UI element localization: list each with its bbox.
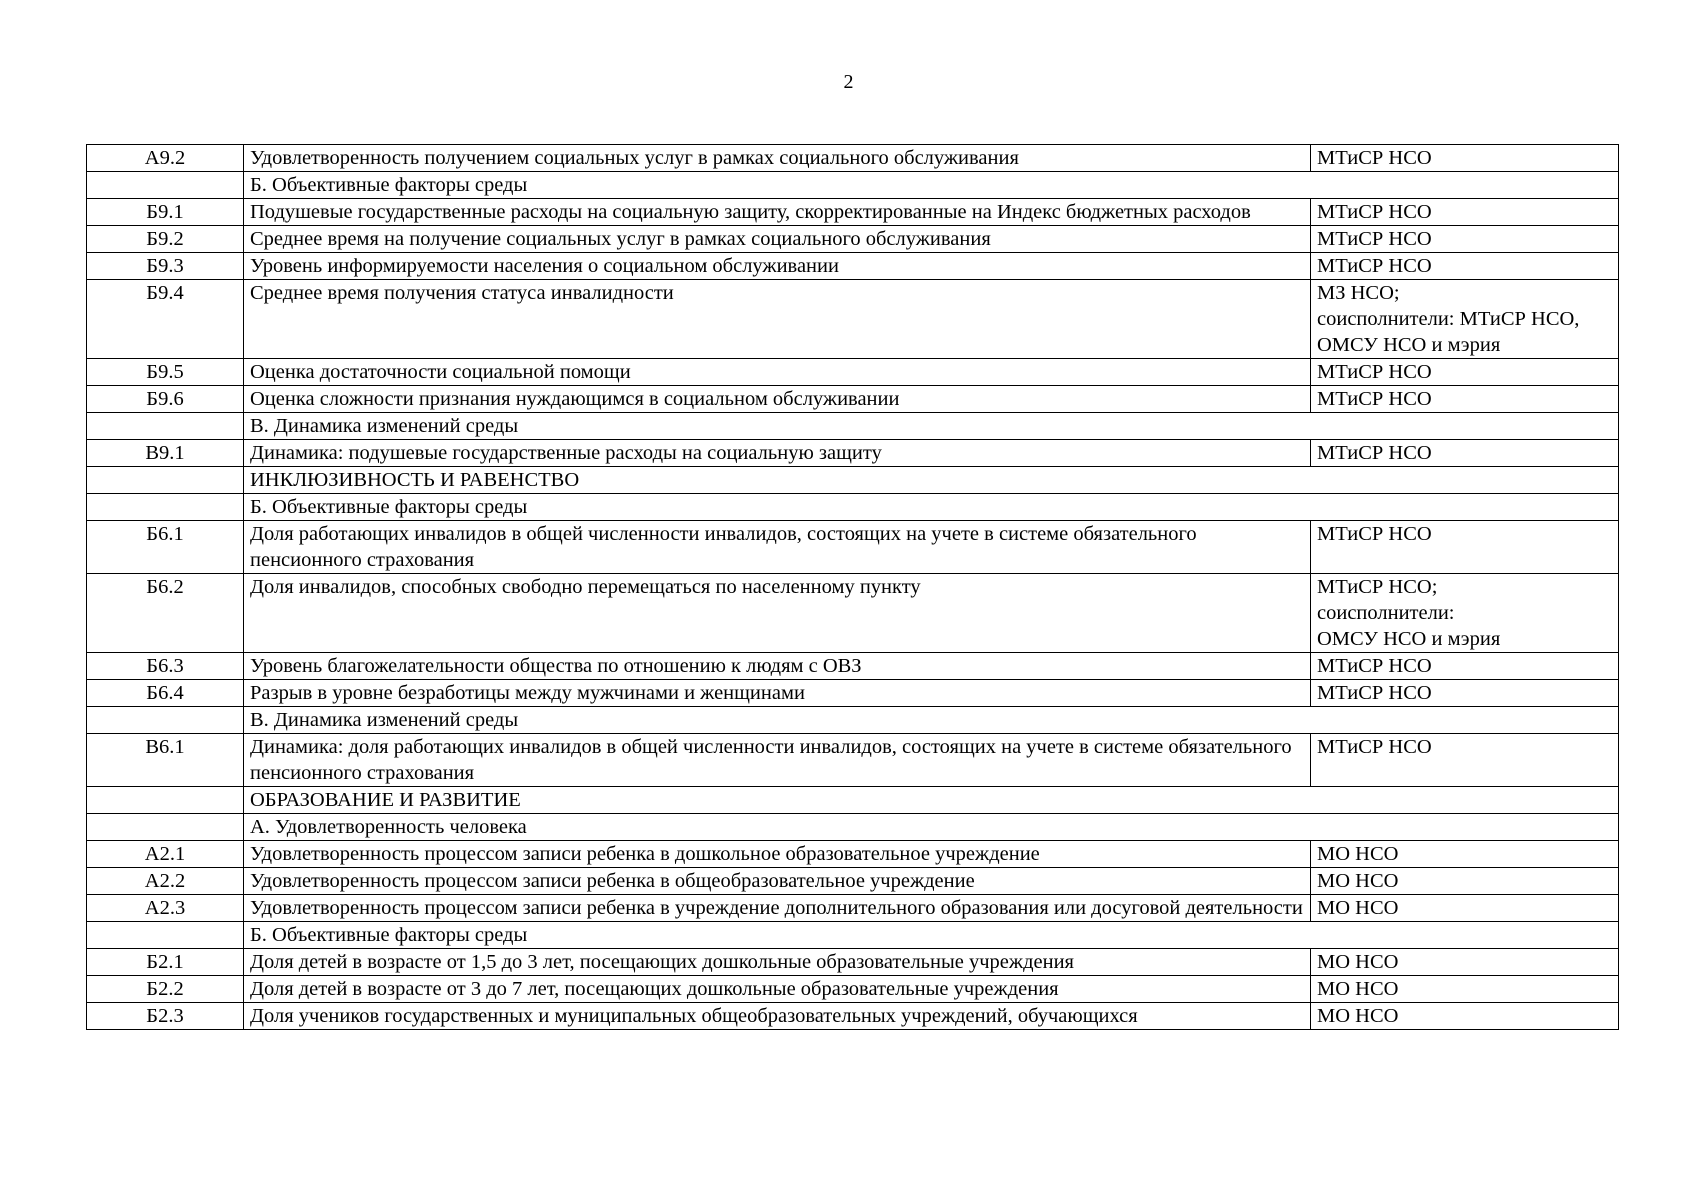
indicator-name: Доля детей в возрасте от 1,5 до 3 лет, посещающих дошкольные образовательные учреждения [244,949,1311,976]
indicator-name: Динамика: доля работающих инвалидов в общей численности инвалидов, состоящих на учете в системе обязательного пенсионного страхования [244,734,1311,787]
table-row [87,440,1619,467]
indicator-name: Доля инвалидов, способных свободно перемещаться по населенному пункту [244,574,1311,653]
table-row [87,280,1619,359]
section-heading: В. Динамика изменений среды [244,707,1619,734]
section-heading: Б. Объективные факторы среды [244,922,1619,949]
section-row [87,922,1619,949]
table-row [87,1003,1619,1030]
indicator-code: Б2.3 [87,1003,244,1030]
responsible-line: МО НСО [1317,1005,1399,1027]
indicator-code [87,467,244,494]
responsible-line: МТиСР НСО [1317,682,1432,704]
table-row [87,680,1619,707]
indicator-code: Б6.4 [87,680,244,707]
table-row [87,253,1619,280]
indicator-name: Доля учеников государственных и муниципальных общеобразовательных учреждений, обучающихся [244,1003,1311,1030]
responsible-line: МО НСО [1317,843,1399,865]
indicator-code: А2.3 [87,895,244,922]
responsible-agency [1311,226,1619,253]
indicator-code: В6.1 [87,734,244,787]
section-heading: ИНКЛЮЗИВНОСТЬ И РАВЕНСТВО [244,467,1619,494]
responsible-line: МТиСР НСО [1317,228,1432,250]
responsible-line: МО НСО [1317,951,1399,973]
indicator-code: Б2.1 [87,949,244,976]
indicator-code: Б9.2 [87,226,244,253]
page-number: 2 [843,71,854,93]
responsible-line: МТиСР НСО [1317,655,1432,677]
indicator-code: Б9.6 [87,386,244,413]
table-row [87,734,1619,787]
responsible-agency [1311,868,1619,895]
responsible-agency [1311,841,1619,868]
responsible-agency [1311,949,1619,976]
responsible-line: МТиСР НСО [1317,201,1432,223]
table-row [87,145,1619,172]
table-row [87,521,1619,574]
section-row [87,787,1619,814]
responsible-agency [1311,253,1619,280]
indicator-code [87,707,244,734]
indicator-code: Б9.5 [87,359,244,386]
table-row [87,976,1619,1003]
table-row [87,895,1619,922]
table-row [87,199,1619,226]
responsible-line: МТиСР НСО [1317,255,1432,277]
responsible-line: МТиСР НСО [1317,147,1432,169]
indicator-code [87,494,244,521]
responsible-agency [1311,386,1619,413]
section-heading: В. Динамика изменений среды [244,413,1619,440]
responsible-agency [1311,521,1619,574]
indicator-code: Б6.2 [87,574,244,653]
responsible-agency [1311,574,1619,653]
indicator-name: Удовлетворенность процессом записи ребенка в общеобразовательное учреждение [244,868,1311,895]
responsible-line: МТиСР НСО [1317,361,1432,383]
section-heading: Б. Объективные факторы среды [244,494,1619,521]
section-row [87,494,1619,521]
responsible-line: МТиСР НСО [1317,736,1432,758]
section-heading: ОБРАЗОВАНИЕ И РАЗВИТИЕ [244,787,1619,814]
indicator-name: Оценка достаточности социальной помощи [244,359,1311,386]
responsible-line: МО НСО [1317,870,1399,892]
responsible-agency [1311,199,1619,226]
indicator-name: Разрыв в уровне безработицы между мужчинами и женщинами [244,680,1311,707]
indicator-name: Удовлетворенность процессом записи ребенка в дошкольное образовательное учреждение [244,841,1311,868]
section-row [87,413,1619,440]
responsible-agency [1311,895,1619,922]
indicator-name: Среднее время на получение социальных услуг в рамках социального обслуживания [244,226,1311,253]
indicator-code [87,413,244,440]
indicator-name: Удовлетворенность получением социальных услуг в рамках социального обслуживания [244,145,1311,172]
section-row [87,172,1619,199]
responsible-line: МО НСО [1317,978,1399,1000]
indicator-code: Б9.4 [87,280,244,359]
indicator-code [87,172,244,199]
responsible-agency [1311,976,1619,1003]
table-row [87,226,1619,253]
responsible-agency [1311,359,1619,386]
indicator-code: Б9.1 [87,199,244,226]
responsible-line: соисполнители: МТиСР НСО, [1317,308,1580,330]
indicators-table-body [87,145,1619,1030]
indicator-code: Б6.3 [87,653,244,680]
responsible-line: МТиСР НСО [1317,388,1432,410]
section-heading: А. Удовлетворенность человека [244,814,1619,841]
indicator-code: Б9.3 [87,253,244,280]
table-row [87,949,1619,976]
indicator-name: Удовлетворенность процессом записи ребенка в учреждение дополнительного образования или досуговой деятельности [244,895,1311,922]
indicator-code [87,787,244,814]
responsible-line: МТиСР НСО [1317,442,1432,464]
responsible-line: соисполнители: [1317,602,1455,624]
table-row [87,386,1619,413]
section-row [87,467,1619,494]
indicator-name: Доля детей в возрасте от 3 до 7 лет, посещающих дошкольные образовательные учреждения [244,976,1311,1003]
responsible-agency [1311,734,1619,787]
indicator-code [87,814,244,841]
table-row [87,359,1619,386]
table-row [87,653,1619,680]
responsible-agency [1311,1003,1619,1030]
responsible-agency [1311,653,1619,680]
responsible-line: МЗ НСО; [1317,282,1400,304]
indicator-name: Среднее время получения статуса инвалидности [244,280,1311,359]
indicator-code: В9.1 [87,440,244,467]
section-heading: Б. Объективные факторы среды [244,172,1619,199]
responsible-line: МТиСР НСО [1317,523,1432,545]
indicator-code: Б6.1 [87,521,244,574]
indicator-name: Подушевые государственные расходы на социальную защиту, скорректированные на Индекс бюджетных расходов [244,199,1311,226]
table-row [87,841,1619,868]
responsible-agency [1311,680,1619,707]
indicator-code: А9.2 [87,145,244,172]
table-row [87,574,1619,653]
indicators-table [86,144,1619,1030]
section-row [87,707,1619,734]
indicator-code: Б2.2 [87,976,244,1003]
responsible-line: ОМСУ НСО и мэрия [1317,334,1501,356]
indicator-name: Уровень благожелательности общества по отношению к людям с ОВЗ [244,653,1311,680]
indicator-name: Уровень информируемости населения о социальном обслуживании [244,253,1311,280]
indicator-name: Динамика: подушевые государственные расходы на социальную защиту [244,440,1311,467]
section-row [87,814,1619,841]
indicator-name: Доля работающих инвалидов в общей численности инвалидов, состоящих на учете в системе обязательного пенсионного страхования [244,521,1311,574]
responsible-agency [1311,440,1619,467]
indicator-name: Оценка сложности признания нуждающимся в социальном обслуживании [244,386,1311,413]
responsible-line: МТиСР НСО; [1317,576,1438,598]
responsible-line: МО НСО [1317,897,1399,919]
indicator-code [87,922,244,949]
indicator-code: А2.1 [87,841,244,868]
indicator-code: А2.2 [87,868,244,895]
responsible-line: ОМСУ НСО и мэрия [1317,628,1501,650]
table-row [87,868,1619,895]
responsible-agency [1311,145,1619,172]
responsible-agency [1311,280,1619,359]
